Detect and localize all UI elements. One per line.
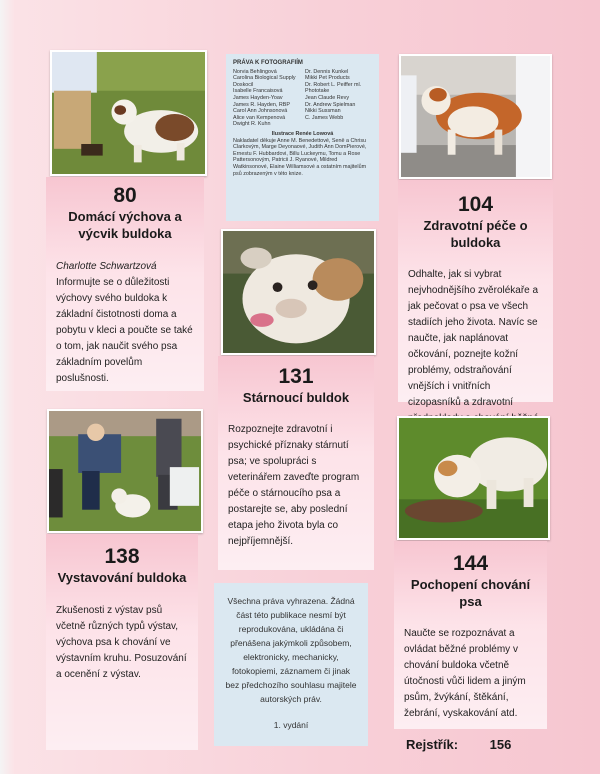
credits-column-1: [233, 69, 300, 128]
illustrations-credit: Ilustrace Renée Lowová: [271, 130, 334, 137]
credit-name: Mikki Pet Products: [305, 75, 350, 82]
photo-credits-box: [226, 54, 379, 221]
credit-name: Carol Ann Johnsonová: [233, 108, 288, 115]
photo-bulldog-chewing-shoe: [397, 416, 550, 540]
photo-bulldog-training: [50, 50, 207, 176]
section-title: Zdravotní péče o buldoka: [423, 218, 528, 250]
section-description: Rozpoznejte zdravotní i psychické příznaky stárnutí psa; ve spolupráci s veterinářem zaveďte program péče o stárnoucího psa a postarejte se, aby poslední etapa jeho života byla co nejpříjemnější.: [228, 424, 360, 547]
section-title: Stárnoucí buldok: [242, 390, 350, 405]
index-label: Rejstřík:: [406, 737, 459, 752]
section-80-panel: [46, 177, 204, 391]
section-page-number: 131: [278, 365, 314, 388]
section-page-number: 104: [457, 193, 494, 216]
credit-name: Dr. Dennis Kunkel: [305, 68, 349, 75]
credit-name: Doskocil: [233, 81, 254, 88]
credit-name: James R. Hayden, RBP: [233, 101, 290, 108]
credit-name: Nikki Sussman: [305, 108, 341, 115]
section-author: Charlotte Schwartzová: [56, 261, 157, 272]
photo-bulldog-vet-exam: [399, 54, 552, 179]
credit-name: Isabelle Francaisová: [233, 88, 283, 95]
section-description: Zkušenosti z výstav psů včetně různých typů výstav, výchova psa k chování ve výstavním kruhu. Posuzování a ocenění z výstav.: [56, 605, 187, 680]
page-binding-edge: [0, 0, 14, 774]
index-entry[interactable]: [406, 737, 511, 752]
credit-name: James Hayden-Yoav: [233, 94, 283, 101]
section-title: Pochopení chování psa: [410, 577, 531, 609]
section-description: Informujte se o důležitosti výchovy svého buldoka k základní čistotnosti doma a pobytu v kleci a poučte se také o tom, jak naučit svého psa základním povelům poslušnosti.: [56, 277, 193, 384]
edition-label: 1. vydání: [273, 720, 309, 730]
thanks-text: Nakladatel děkuje Anne M. Benedettové, Seně a Chrisu Clarkovým, Marge Deyonaové, Judith Ann DomPierové, Ernestu F. Hubbardovi, Billu Luckeymu, Tomu a Rose Pattersonovým, Patricii J. Ryanové, Mildred Watkinsonové, Elaine Williamsové a ostatním majitelům psů zobrazeným v této knize.: [233, 137, 367, 177]
credits-heading: PRÁVA K FOTOGRAFIÍM: [233, 60, 303, 66]
section-page-number: 144: [452, 552, 489, 575]
credit-name: Alice van Kempenová: [233, 114, 286, 121]
section-title: Domácí výchova a výcvik buldoka: [68, 209, 182, 241]
section-138-panel: [46, 534, 198, 750]
copyright-text: Všechna práva vyhrazena. Žádná část této publikace nesmí být reprodukována, ukládána či přenášena jakýmkoli způsobem, elektronicky, mechanicky, fotokopiemi, záznamem či jinak bez předchozího souhlasu majitele autorských práv.: [225, 596, 357, 704]
index-page-number: 156: [489, 737, 512, 752]
copyright-box: [214, 583, 368, 746]
section-131-panel: [218, 356, 374, 570]
section-title: Vystavování buldoka: [57, 570, 187, 585]
credit-name: Dr. Robert L. Peiffer ml.: [305, 81, 362, 88]
credit-name: Phototake: [305, 88, 330, 95]
section-104-panel: [398, 180, 553, 408]
photo-dog-show-ring: [47, 409, 203, 533]
credit-name: Jean Claude Revy: [305, 94, 350, 101]
section-page-number: 80: [113, 184, 137, 207]
credit-name: C. James Webb: [305, 114, 344, 121]
section-144-panel: [394, 541, 547, 729]
section-page-number: 138: [104, 545, 140, 568]
credit-name: Carolina Biological Supply: [233, 75, 296, 82]
credits-column-2: [305, 69, 372, 128]
photo-old-bulldog: [221, 229, 376, 355]
credit-name: Dr. Andrew Spielman: [305, 101, 356, 108]
section-description: Odhalte, jak si vybrat nejvhodnějšího zvěrolékaře a jak pečovat o psa ve všech stadiích jeho života. Navíc se naučte, jak naplánovat očkování, poznejte kožní problémy, odstraňování vnějších i vnitřních cizopasníků a zdravotní: [408, 269, 539, 408]
credit-name: Dwight R. Kuhn: [233, 121, 271, 128]
credit-name: Norvia Behlingová: [233, 68, 277, 75]
section-description: Naučte se rozpoznávat a ovládat běžné problémy v chování buldoka včetně útočnosti vůči lidem a jiným psům, žvýkání, štěkání, žebrání, vyskakování atd.: [404, 628, 526, 719]
